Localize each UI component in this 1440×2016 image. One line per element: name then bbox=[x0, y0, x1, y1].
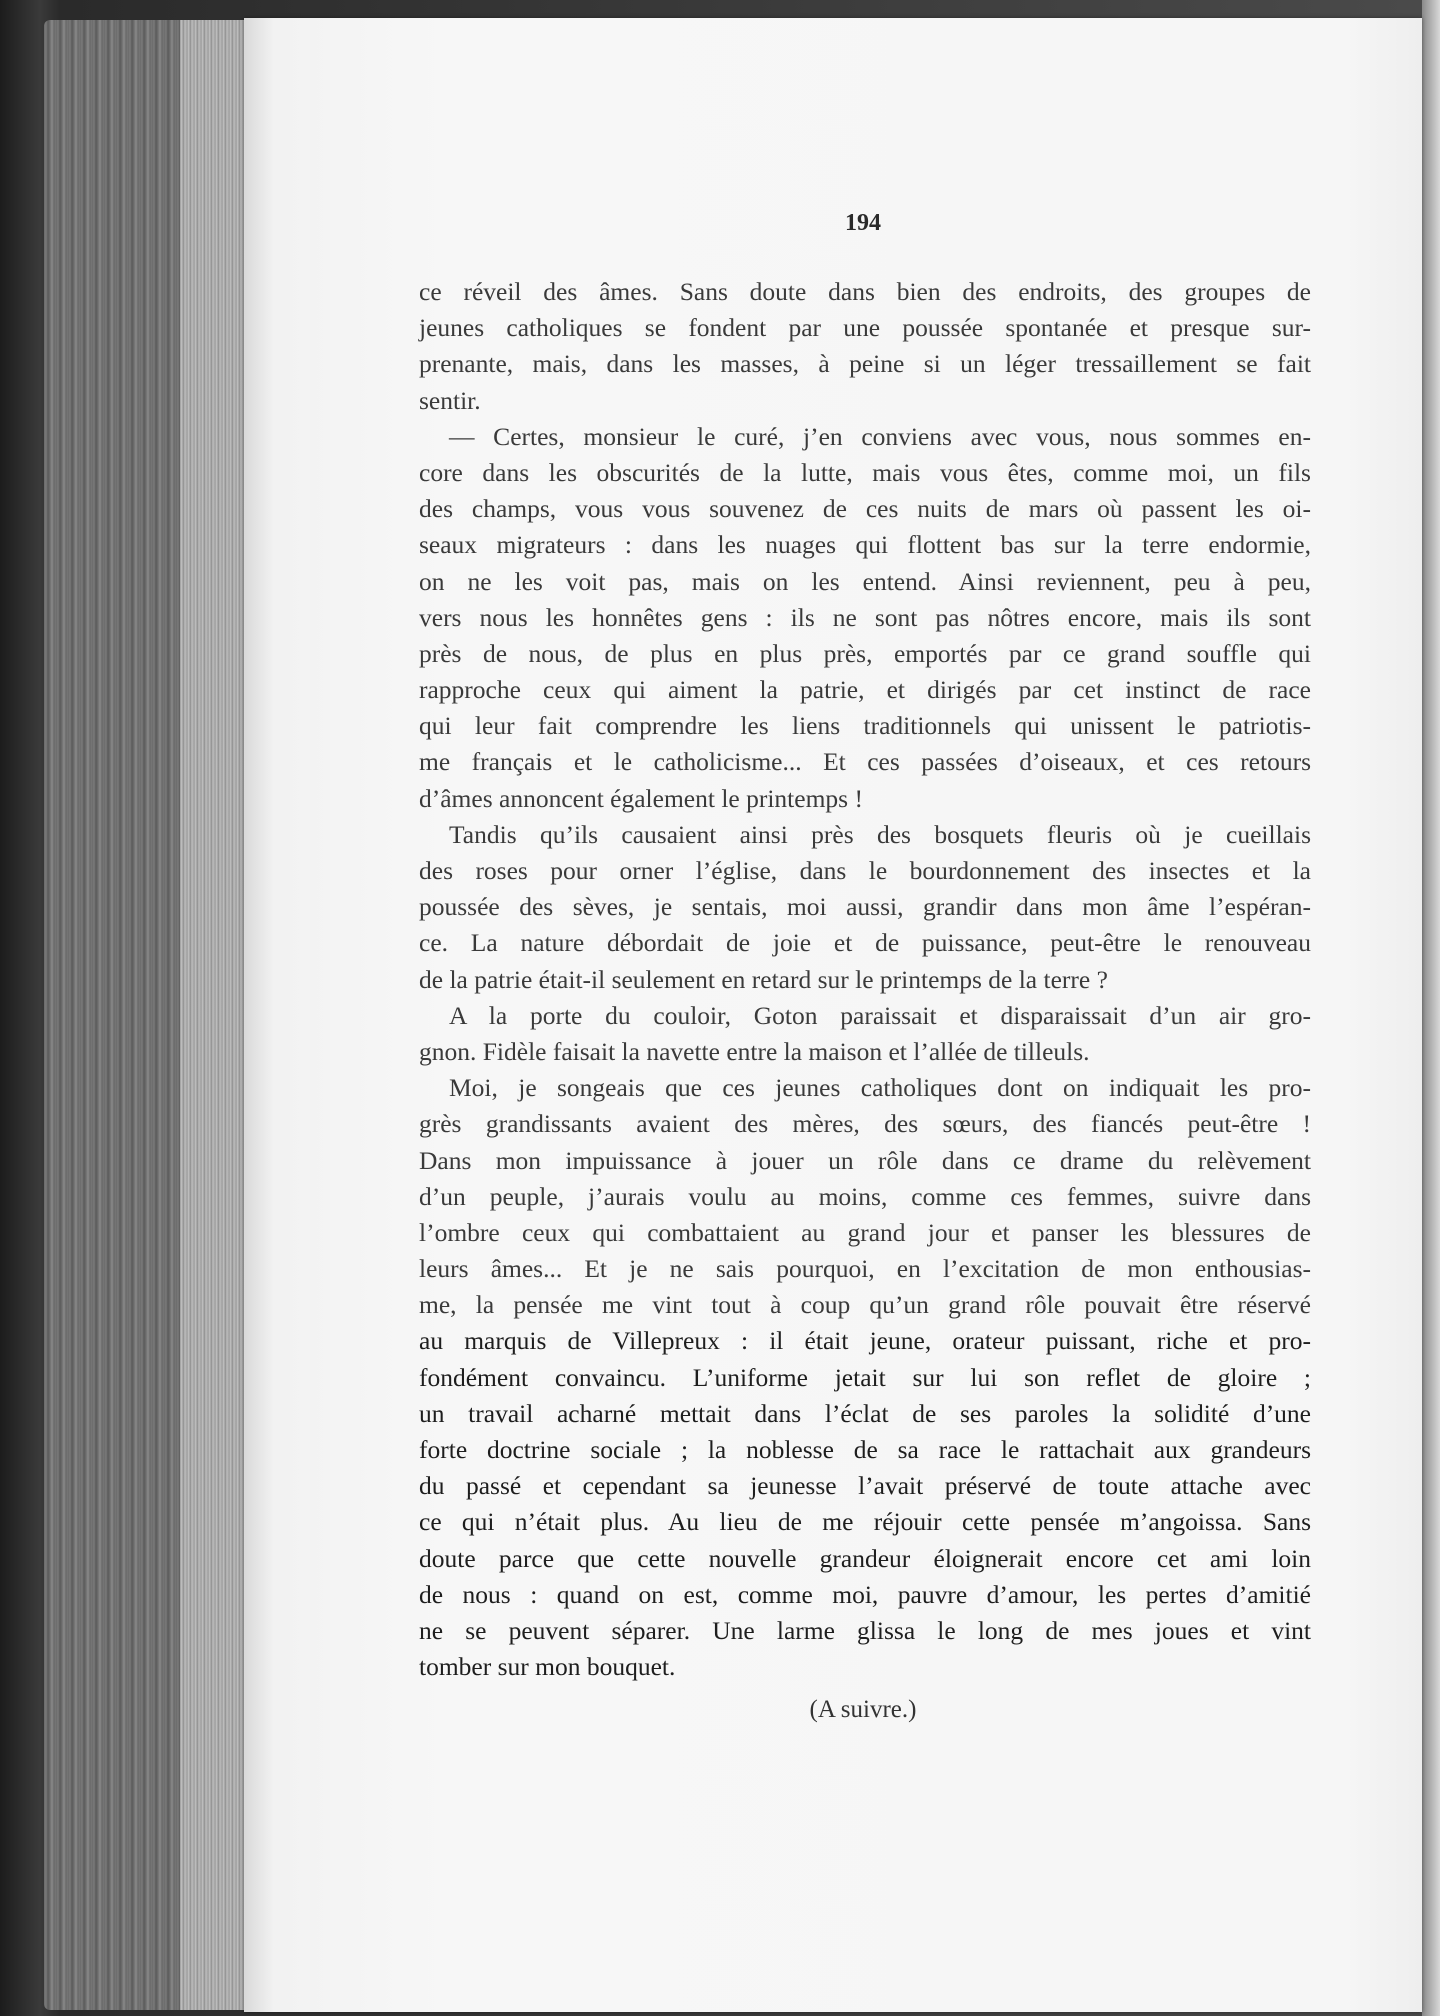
text-line: sentir. bbox=[419, 385, 481, 415]
text-line: des roses pour orner l’église, dans le bourdonnement des insectes et la bbox=[419, 856, 1311, 885]
to-be-continued-note: (A suivre.) bbox=[809, 1696, 917, 1723]
text-line: on ne les voit pas, mais on les entend. Ainsi reviennent, peu à peu, bbox=[419, 566, 1311, 596]
text-line: du passé et cependant sa jeunesse l’avait préservé de toute attache avec bbox=[419, 1471, 1311, 1501]
text-line: — Certes, monsieur le curé, j’en conviens avec vous, nous sommes en- bbox=[449, 421, 1311, 451]
text-line: poussée des sèves, je sentais, moi aussi, grandir dans mon âme l’espéran- bbox=[419, 892, 1311, 922]
text-line: un travail acharné mettait dans l’éclat de ses paroles la solidité d’une bbox=[419, 1398, 1311, 1428]
text-line: l’ombre ceux qui combattaient au grand jour et panser les blessures de bbox=[419, 1217, 1311, 1247]
text-line: ce. La nature débordait de joie et de puissance, peut-être le renouveau bbox=[419, 928, 1311, 958]
text-line: forte doctrine sociale ; la noblesse de sa race le rattachait aux grandeurs bbox=[419, 1435, 1311, 1464]
text-line: jeunes catholiques se fondent par une poussée spontanée et presque sur- bbox=[419, 313, 1311, 343]
text-line: seaux migrateurs : dans les nuages qui flottent bas sur la terre endormie, bbox=[419, 530, 1311, 560]
text-line: ce qui n’était plus. Au lieu de me réjouir cette pensée m’angoissa. Sans bbox=[419, 1507, 1311, 1537]
text-line: leurs âmes... Et je ne sais pourquoi, en l’excitation de mon enthousias- bbox=[419, 1254, 1311, 1284]
text-line: de nous : quand on est, comme moi, pauvre d’amour, les pertes d’amitié bbox=[419, 1579, 1311, 1609]
text-line: me, la pensée me vint tout à coup qu’un grand rôle pouvait être réservé bbox=[419, 1290, 1311, 1320]
text-line: me français et le catholicisme... Et ces passées d’oiseaux, et ces retours bbox=[419, 747, 1311, 777]
page-body-text bbox=[419, 274, 1311, 1685]
text-line: qui leur fait comprendre les liens traditionnels qui unissent le patriotis- bbox=[419, 711, 1311, 741]
text-line: rapproche ceux qui aiment la patrie, et dirigés par cet instinct de race bbox=[419, 675, 1311, 705]
text-line: vers nous les honnêtes gens : ils ne sont pas nôtres encore, mais ils sont bbox=[419, 602, 1311, 632]
text-line: Dans mon impuissance à jouer un rôle dans ce drame du relèvement bbox=[419, 1145, 1311, 1175]
text-line: d’un peuple, j’aurais voulu au moins, comme ces femmes, suivre dans bbox=[419, 1181, 1311, 1211]
text-line: ce réveil des âmes. Sans doute dans bien des endroits, des groupes de bbox=[419, 277, 1311, 306]
text-line: au marquis de Villepreux : il était jeune, orateur puissant, riche et pro- bbox=[419, 1326, 1311, 1356]
page-number: 194 bbox=[845, 210, 881, 236]
text-line: tomber sur mon bouquet. bbox=[419, 1652, 676, 1682]
book-page bbox=[244, 18, 1422, 2012]
text-line: prenante, mais, dans les masses, à peine si un léger tressaillement se fait bbox=[419, 349, 1311, 379]
text-line: ne se peuvent séparer. Une larme glissa le long de mes joues et vint bbox=[419, 1615, 1311, 1645]
text-line: près de nous, de plus en plus près, emportés par ce grand souffle qui bbox=[419, 638, 1311, 668]
text-line: des champs, vous vous souvenez de ces nuits de mars où passent les oi- bbox=[419, 494, 1311, 524]
text-line: Moi, je songeais que ces jeunes catholiques dont on indiquait les pro- bbox=[449, 1073, 1311, 1103]
text-line: grès grandissants avaient des mères, des sœurs, des fiancés peut-être ! bbox=[419, 1109, 1311, 1139]
text-line: A la porte du couloir, Goton paraissait et disparaissait d’un air gro- bbox=[449, 1000, 1311, 1030]
text-line: gnon. Fidèle faisait la navette entre la maison et l’allée de tilleuls. bbox=[419, 1036, 1090, 1066]
book-page-edges bbox=[180, 20, 244, 2010]
text-line: d’âmes annoncent également le printemps ! bbox=[419, 783, 863, 813]
text-line: core dans les obscurités de la lutte, mais vous êtes, comme moi, un fils bbox=[419, 457, 1311, 487]
text-line: fondément convaincu. L’uniforme jetait sur lui son reflet de gloire ; bbox=[419, 1362, 1311, 1392]
text-line: de la patrie était-il seulement en retard sur le printemps de la terre ? bbox=[419, 964, 1108, 994]
text-line: doute parce que cette nouvelle grandeur éloignerait encore cet ami loin bbox=[419, 1543, 1311, 1573]
text-line: Tandis qu’ils causaient ainsi près des bosquets fleuris où je cueillais bbox=[449, 819, 1311, 849]
